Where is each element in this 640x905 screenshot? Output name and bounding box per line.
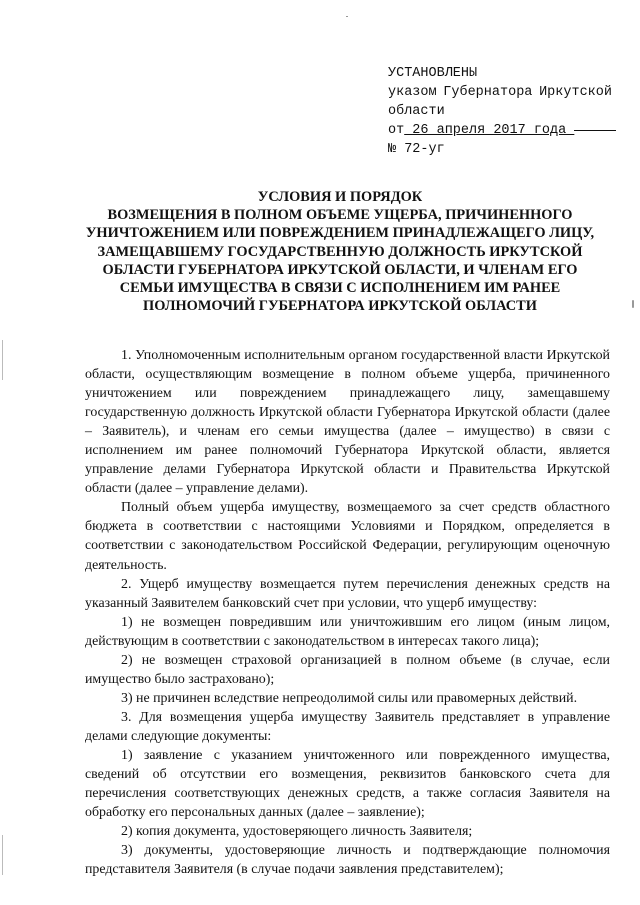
paragraph: 2) копия документа, удостоверяющего личность Заявителя; (121, 824, 473, 840)
approval-governor-word: Губернатора (443, 85, 533, 100)
approval-date-line (388, 121, 624, 140)
document-title (60, 188, 620, 315)
title-line: УСЛОВИЯ И ПОРЯДОК (257, 189, 423, 205)
paragraph: 1) заявление с указанием уничтоженного или поврежденного имущества, сведений об отсутствии его возмещения, реквизитов банковского счета для перечисления соответствующих денежных средств, а также согласия Заявителя на обработку его персональных данных (далее – заявление); (85, 747, 610, 821)
approval-date-prefix: от (388, 123, 405, 138)
title-line: СЕМЬИ ИМУЩЕСТВА В СВЯЗИ С ИСПОЛНЕНИЕМ ИМ РАНЕЕ (119, 280, 561, 297)
approval-date-underline (574, 130, 616, 131)
approval-heading: УСТАНОВЛЕНЫ (388, 66, 478, 81)
paragraph: 3) документы, удостоверяющие личность и подтверждающие полномочия представителя Заявителя (в случае подачи заявления представителем); (85, 843, 610, 878)
approval-decree-word: указом (388, 85, 437, 100)
paragraph: 3. Для возмещения ущерба имуществу Заявитель представляет в управление делами следующие документы: (85, 709, 610, 744)
scan-edge-mark (2, 835, 3, 875)
title-line: ЗАМЕЩАВШЕМУ ГОСУДАРСТВЕННУЮ ДОЛЖНОСТЬ ИРКУТСКОЙ (97, 243, 583, 260)
document-body (85, 346, 610, 879)
scan-speck (346, 16, 348, 17)
approval-region-word: Иркутской (539, 85, 612, 100)
approval-decree-line (388, 83, 612, 102)
approval-number: № 72-уг (388, 142, 445, 157)
title-line: УНИЧТОЖЕНИЕМ ИЛИ ПОВРЕЖДЕНИЕМ ПРИНАДЛЕЖАЩЕГО ЛИЦУ, (85, 225, 595, 242)
title-line: ПОЛНОМОЧИЙ ГУБЕРНАТОРА ИРКУТСКОЙ ОБЛАСТИ (143, 298, 537, 315)
scan-edge-mark (2, 340, 3, 380)
title-line: ОБЛАСТИ ГУБЕРНАТОРА ИРКУТСКОЙ ОБЛАСТИ, И ЧЛЕНАМ ЕГО (102, 261, 578, 278)
scan-speck (632, 300, 634, 308)
paragraph: 1. Уполномоченным исполнительным органом государственной власти Иркутской области, осуществляющим возмещение в полном объеме ущерба, причиненного уничтожением или повреждением принадлежащего лицу, замещавшему государственную должность Иркутской области Губернатора Иркутской области (далее – Заявитель), и членам его семьи имущества (далее – имущество) в связи с исполнением им ранее полномочий Губернатора Иркутской области, является управление делами Губернатора Иркутской области и Правительства Иркутской области (далее – управление делами). (85, 348, 610, 497)
paragraph: 1) не возмещен повредившим или уничтожившим его лицом (иным лицом, действующим в соответствии с законодательством в интересах такого лица); (85, 614, 610, 649)
paragraph: 2. Ущерб имуществу возмещается путем перечисления денежных средств на указанный Заявителем банковский счет при условии, что ущерб имуществу: (85, 576, 610, 611)
approval-region-line: области (388, 104, 445, 119)
approval-date-value: 26 апреля 2017 года (404, 123, 575, 138)
title-line: ВОЗМЕЩЕНИЯ В ПОЛНОМ ОБЪЕМЕ УЩЕРБА, ПРИЧИНЕННОГО (107, 207, 573, 224)
approval-stamp (388, 64, 624, 159)
paragraph: 3) не причинен вследствие непреодолимой силы или правомерных действий. (121, 690, 578, 706)
paragraph: 2) не возмещен страховой организацией в полном объеме (в случае, если имущество было застраховано); (85, 652, 610, 687)
paragraph: Полный объем ущерба имуществу, возмещаемого за счет средств областного бюджета в соответствии с настоящими Условиями и Порядком, определяется в соответствии с законодательством Российской Федерации, регулирующим оценочную деятельность. (85, 500, 610, 573)
